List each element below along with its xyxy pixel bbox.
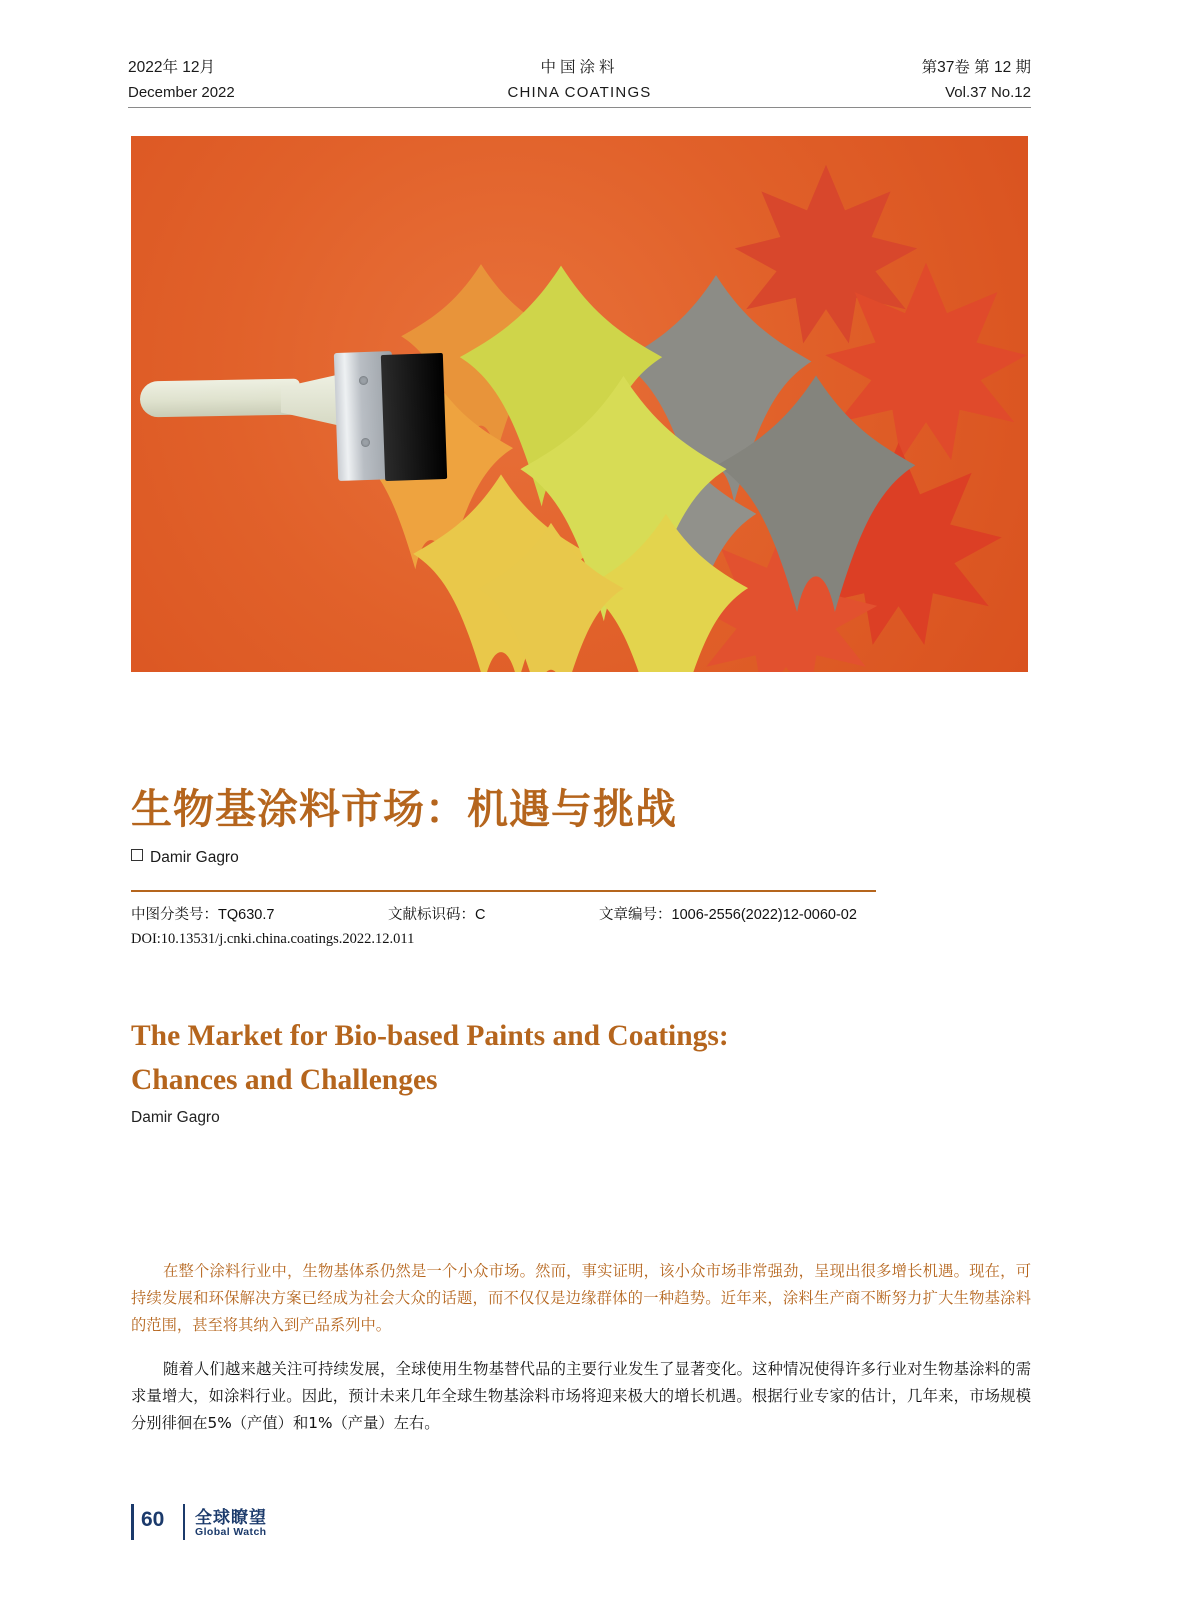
author-cn-name: Damir Gagro xyxy=(150,849,239,866)
page-title-en-line1: The Market for Bio-based Paints and Coatings: xyxy=(131,1020,729,1052)
author-en: Damir Gagro xyxy=(131,1109,220,1126)
header-left xyxy=(128,56,235,104)
square-bullet-icon xyxy=(131,849,143,861)
page-title: 生物基涂料市场：机遇与挑战 xyxy=(131,785,677,833)
page-header xyxy=(128,56,1031,108)
page-number: 60 xyxy=(141,1508,165,1531)
page-title-en xyxy=(131,1014,951,1102)
brush-handle xyxy=(140,379,301,418)
clc-number: 中图分类号：TQ630.7 xyxy=(131,907,275,923)
footer-accent-bar xyxy=(131,1504,134,1540)
brush-screw-top xyxy=(359,376,368,385)
author-cn xyxy=(131,849,239,867)
header-center xyxy=(507,56,651,104)
header-right xyxy=(922,56,1031,104)
footer-section-cn: 全球瞭望 xyxy=(195,1508,267,1527)
brush-screw-bottom xyxy=(361,438,370,447)
volume-issue-en: Vol.37 No.12 xyxy=(945,84,1031,101)
page-footer xyxy=(131,1500,531,1546)
title-divider xyxy=(131,890,876,892)
footer-section-en: Global Watch xyxy=(195,1526,267,1538)
document-code: 文献标识码：C xyxy=(388,907,486,923)
journal-name-cn: 中国涂料 xyxy=(540,59,619,76)
journal-name-en: CHINA COATINGS xyxy=(507,84,652,101)
abstract-paragraph: 在整个涂料行业中，生物基体系仍然是一个小众市场。然而，事实证明，该小众市场非常强劲，呈现出很多增长机遇。现在，可持续发展和环保解决方案已经成为社会大众的话题，而不仅仅是边缘群体的一种趋势。近年来，涂料生产商不断努力扩大生物基涂料的范围，甚至将其纳入到产品系列中。 xyxy=(131,1262,1031,1334)
doi: DOI:10.13531/j.cnki.china.coatings.2022.12.011 xyxy=(131,931,415,947)
footer-divider xyxy=(183,1504,185,1540)
article-metadata xyxy=(131,903,1031,927)
article-id: 文章编号：1006-2556(2022)12-0060-02 xyxy=(599,907,857,923)
leaf-yellow-3 xyxy=(461,516,641,672)
page-title-en-line2: Chances and Challenges xyxy=(131,1064,438,1096)
brush-bristles xyxy=(381,353,447,481)
body-paragraph-1: 随着人们越来越关注可持续发展，全球使用生物基替代品的主要行业发生了显著变化。这种情况使得许多行业对生物基涂料的需求量增大，如涂料行业。因此，预计未来几年全球生物基涂料市场将迎来极大的增长机遇。根据行业专家的估计，几年来，市场规模分别徘徊在5%（产值）和1%（产量）左右。 xyxy=(131,1360,1031,1432)
volume-issue-cn: 第37卷 第 12 期 xyxy=(921,59,1031,76)
article-hero-image xyxy=(131,136,1028,672)
header-date-en: December 2022 xyxy=(128,84,235,101)
header-date-cn: 2022年 12月 xyxy=(128,59,216,76)
